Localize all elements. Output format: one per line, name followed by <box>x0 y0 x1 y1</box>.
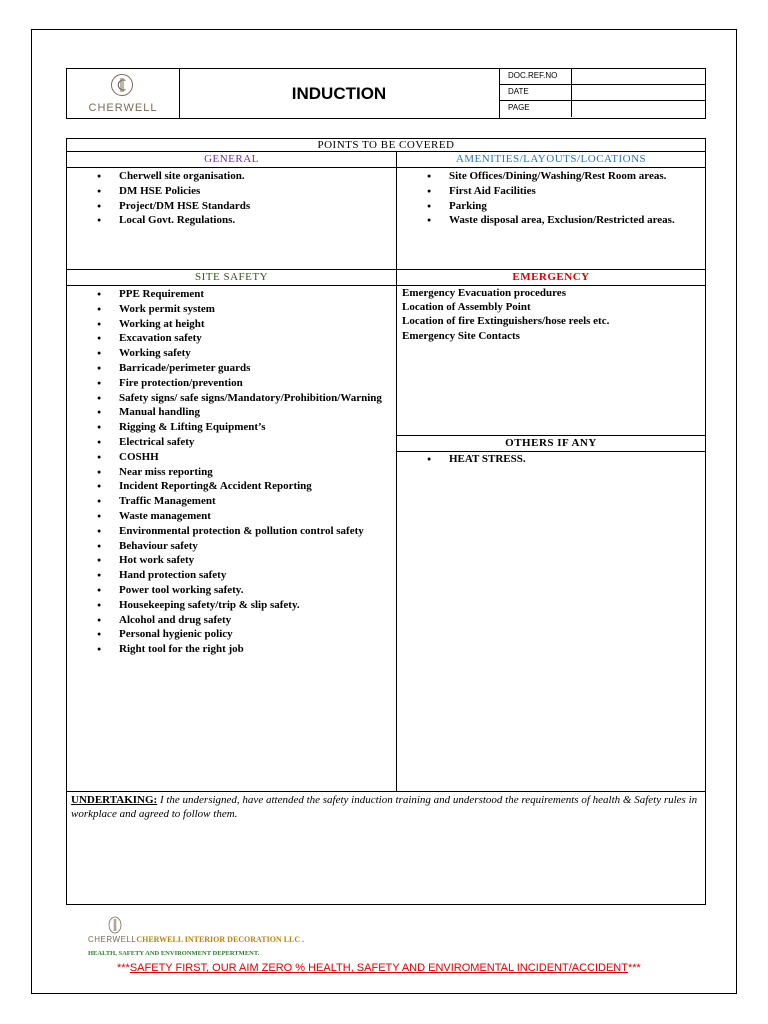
list-item: Location of Assembly Point <box>402 301 531 314</box>
site-safety-list <box>67 287 396 657</box>
list-item: ● Waste disposal area, Exclusion/Restricted areas. <box>397 213 687 228</box>
list-item: ● HEAT STRESS. <box>397 452 697 467</box>
induction-table <box>66 138 706 905</box>
list-item: ● Cherwell site organisation. <box>67 169 396 184</box>
meta-label: PAGE <box>500 101 572 117</box>
list-item: ● Working safety <box>67 346 396 361</box>
list-item: ● Hot work safety <box>67 553 396 568</box>
company-logo <box>67 69 180 118</box>
list-item: ● First Aid Facilities <box>397 184 687 199</box>
list-item: ● Working at height <box>67 317 396 332</box>
footer-department: HEALTH, SAFETY AND ENVIRONMENT DEPERTMENT. <box>88 950 260 957</box>
page-title: INDUCTION <box>291 83 387 103</box>
undertaking-label: UNDERTAKING: <box>71 794 158 806</box>
list-item: ● Near miss reporting <box>67 465 396 480</box>
undertaking <box>71 793 701 821</box>
undertaking-text: I the undersigned, have attended the safety induction training and understood the requirements of health & Safety rules in workplace and agreed to follow them. <box>71 794 698 820</box>
list-item: Emergency Site Contacts <box>402 329 520 342</box>
list-item: ● Excavation safety <box>67 331 396 346</box>
cherwell-logo-icon <box>108 916 122 934</box>
list-item: ● PPE Requirement <box>67 287 396 302</box>
others-list <box>397 452 697 467</box>
footer-company-name: CHERWELL INTERIOR DECORATION LLC . <box>136 935 305 944</box>
list-item: Location of fire Extinguishers/hose reels etc. <box>402 315 610 328</box>
list-item: ● Barricade/perimeter guards <box>67 361 396 376</box>
others-heading: OTHERS IF ANY <box>505 437 597 449</box>
amenities-list-cell <box>397 169 687 228</box>
meta-label: DATE <box>500 85 572 100</box>
document-meta <box>499 69 706 118</box>
list-item: ● Environmental protection & pollution control safety <box>67 524 396 539</box>
emergency-heading: EMERGENCY <box>512 271 590 283</box>
list-item: Emergency Evacuation procedures <box>402 287 566 299</box>
others-list-cell <box>397 452 697 467</box>
cherwell-logo-icon <box>110 73 134 97</box>
list-item: ● Incident Reporting& Accident Reporting <box>67 479 396 494</box>
meta-row-docref <box>500 69 706 85</box>
general-list <box>67 169 396 228</box>
table-title: POINTS TO BE COVERED <box>317 139 455 151</box>
list-item: ● DM HSE Policies <box>67 184 396 199</box>
meta-label: DOC.REF.NO <box>500 69 572 84</box>
list-item: ● Site Offices/Dining/Washing/Rest Room areas. <box>397 169 687 184</box>
meta-row-page <box>500 101 706 117</box>
meta-row-date <box>500 85 706 101</box>
list-item: ● Hand protection safety <box>67 568 396 583</box>
general-list-cell <box>67 169 396 228</box>
list-item: ● Parking <box>397 199 687 214</box>
list-item: ● Behaviour safety <box>67 539 396 554</box>
list-item: ● Electrical safety <box>67 435 396 450</box>
document-header <box>66 68 706 119</box>
list-item: ● Local Govt. Regulations. <box>67 213 396 228</box>
site-safety-list-cell <box>67 287 396 657</box>
logo-text: CHERWELL <box>88 102 158 114</box>
safety-slogan: ***SAFETY FIRST, OUR AIM ZERO % HEALTH, SAFETY AND ENVIROMENTAL INCIDENT/ACCIDENT*** <box>117 962 641 974</box>
list-item: ● Traffic Management <box>67 494 396 509</box>
list-item: ● Project/DM HSE Standards <box>67 199 396 214</box>
footer-company <box>88 935 304 944</box>
list-item: ● Rigging & Lifting Equipment’s <box>67 420 396 435</box>
list-item: ● Alcohol and drug safety <box>67 613 396 628</box>
site-safety-heading: SITE SAFETY <box>194 271 269 283</box>
list-item: ● Personal hygienic policy <box>67 627 396 642</box>
list-item: ● Right tool for the right job <box>67 642 396 657</box>
list-item: ● COSHH <box>67 450 396 465</box>
emergency-list <box>402 286 702 343</box>
slogan-text: SAFETY FIRST, OUR AIM ZERO % HEALTH, SAFETY AND ENVIROMENTAL INCIDENT/ACCIDENT <box>129 962 628 974</box>
page-footer <box>88 912 688 982</box>
list-item: ● Work permit system <box>67 302 396 317</box>
general-heading: GENERAL <box>204 153 259 165</box>
list-item: ● Manual handling <box>67 405 396 420</box>
amenities-heading: AMENITIES/LAYOUTS/LOCATIONS <box>455 153 647 165</box>
list-item: ● Fire protection/prevention <box>67 376 396 391</box>
list-item: ● Housekeeping safety/trip & slip safety. <box>67 598 396 613</box>
list-item: ● Safety signs/ safe signs/Mandatory/Prohibition/Warning <box>67 391 396 406</box>
list-item: ● Power tool working safety. <box>67 583 396 598</box>
list-item: ● Waste management <box>67 509 396 524</box>
amenities-list <box>397 169 687 228</box>
footer-brand: CHERWELL <box>88 935 137 944</box>
